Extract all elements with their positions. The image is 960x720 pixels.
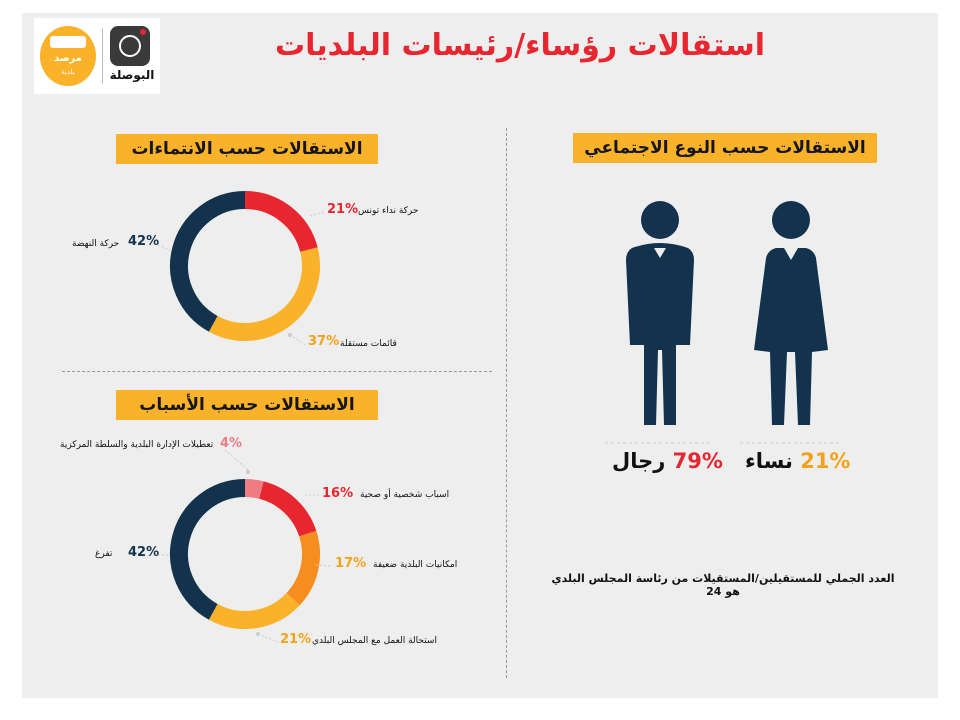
men-label: رجال [612, 449, 666, 473]
observatory-logo-subtext: بلدية [61, 68, 75, 76]
reasons-pct-council: 21% [280, 632, 312, 647]
observatory-logo-text: مرصد [54, 53, 82, 64]
reasons-pct-personal: 16% [322, 486, 354, 501]
total-note: العدد الجملي للمستقيلين/المستقيلات من رئاسة المجلس البلدي هو 24 [551, 572, 895, 598]
affiliation-pct-nahdha: 42% [128, 234, 160, 249]
reasons-pct-capacity: 17% [335, 556, 367, 571]
affiliation-label-independent: قائمات مستقلة [340, 339, 397, 349]
men-pct: 79% [672, 449, 723, 473]
reasons-label-council: استحالة العمل مع المجلس البلدي [312, 636, 437, 646]
affiliation-label-nidaa: حركة نداء تونس [358, 206, 419, 216]
affiliation-pct-nidaa: 21% [327, 202, 359, 217]
reasons-label-personal: اسباب شخصية أو صحية [360, 490, 450, 500]
page-title: استقالات رؤساء/رئيسات البلديات [274, 28, 765, 63]
reasons-label-admin: تعطيلات الإدارة البلدية والسلطة المركزية [60, 440, 214, 450]
reasons-label-fulltime: تفرغ [95, 549, 113, 559]
reasons-pct-fulltime: 42% [128, 545, 160, 560]
reasons-label-capacity: امكانيات البلدية ضعيفة [373, 560, 458, 570]
reasons-pct-admin: 4% [220, 436, 243, 451]
affiliation-pct-independent: 37% [308, 334, 340, 349]
affiliation-label-nahdha: حركة النهضة [72, 239, 120, 249]
compass-logo-text: البوصلة [109, 68, 155, 82]
women-pct: 21% [800, 449, 851, 473]
reasons-heading: الاستقالات حسب الأسباب [116, 390, 378, 420]
women-label: نساء [745, 449, 793, 473]
affiliation-heading: الاستقالات حسب الانتماءات [116, 134, 378, 164]
gender-heading: الاستقالات حسب النوع الاجتماعي [573, 133, 877, 163]
